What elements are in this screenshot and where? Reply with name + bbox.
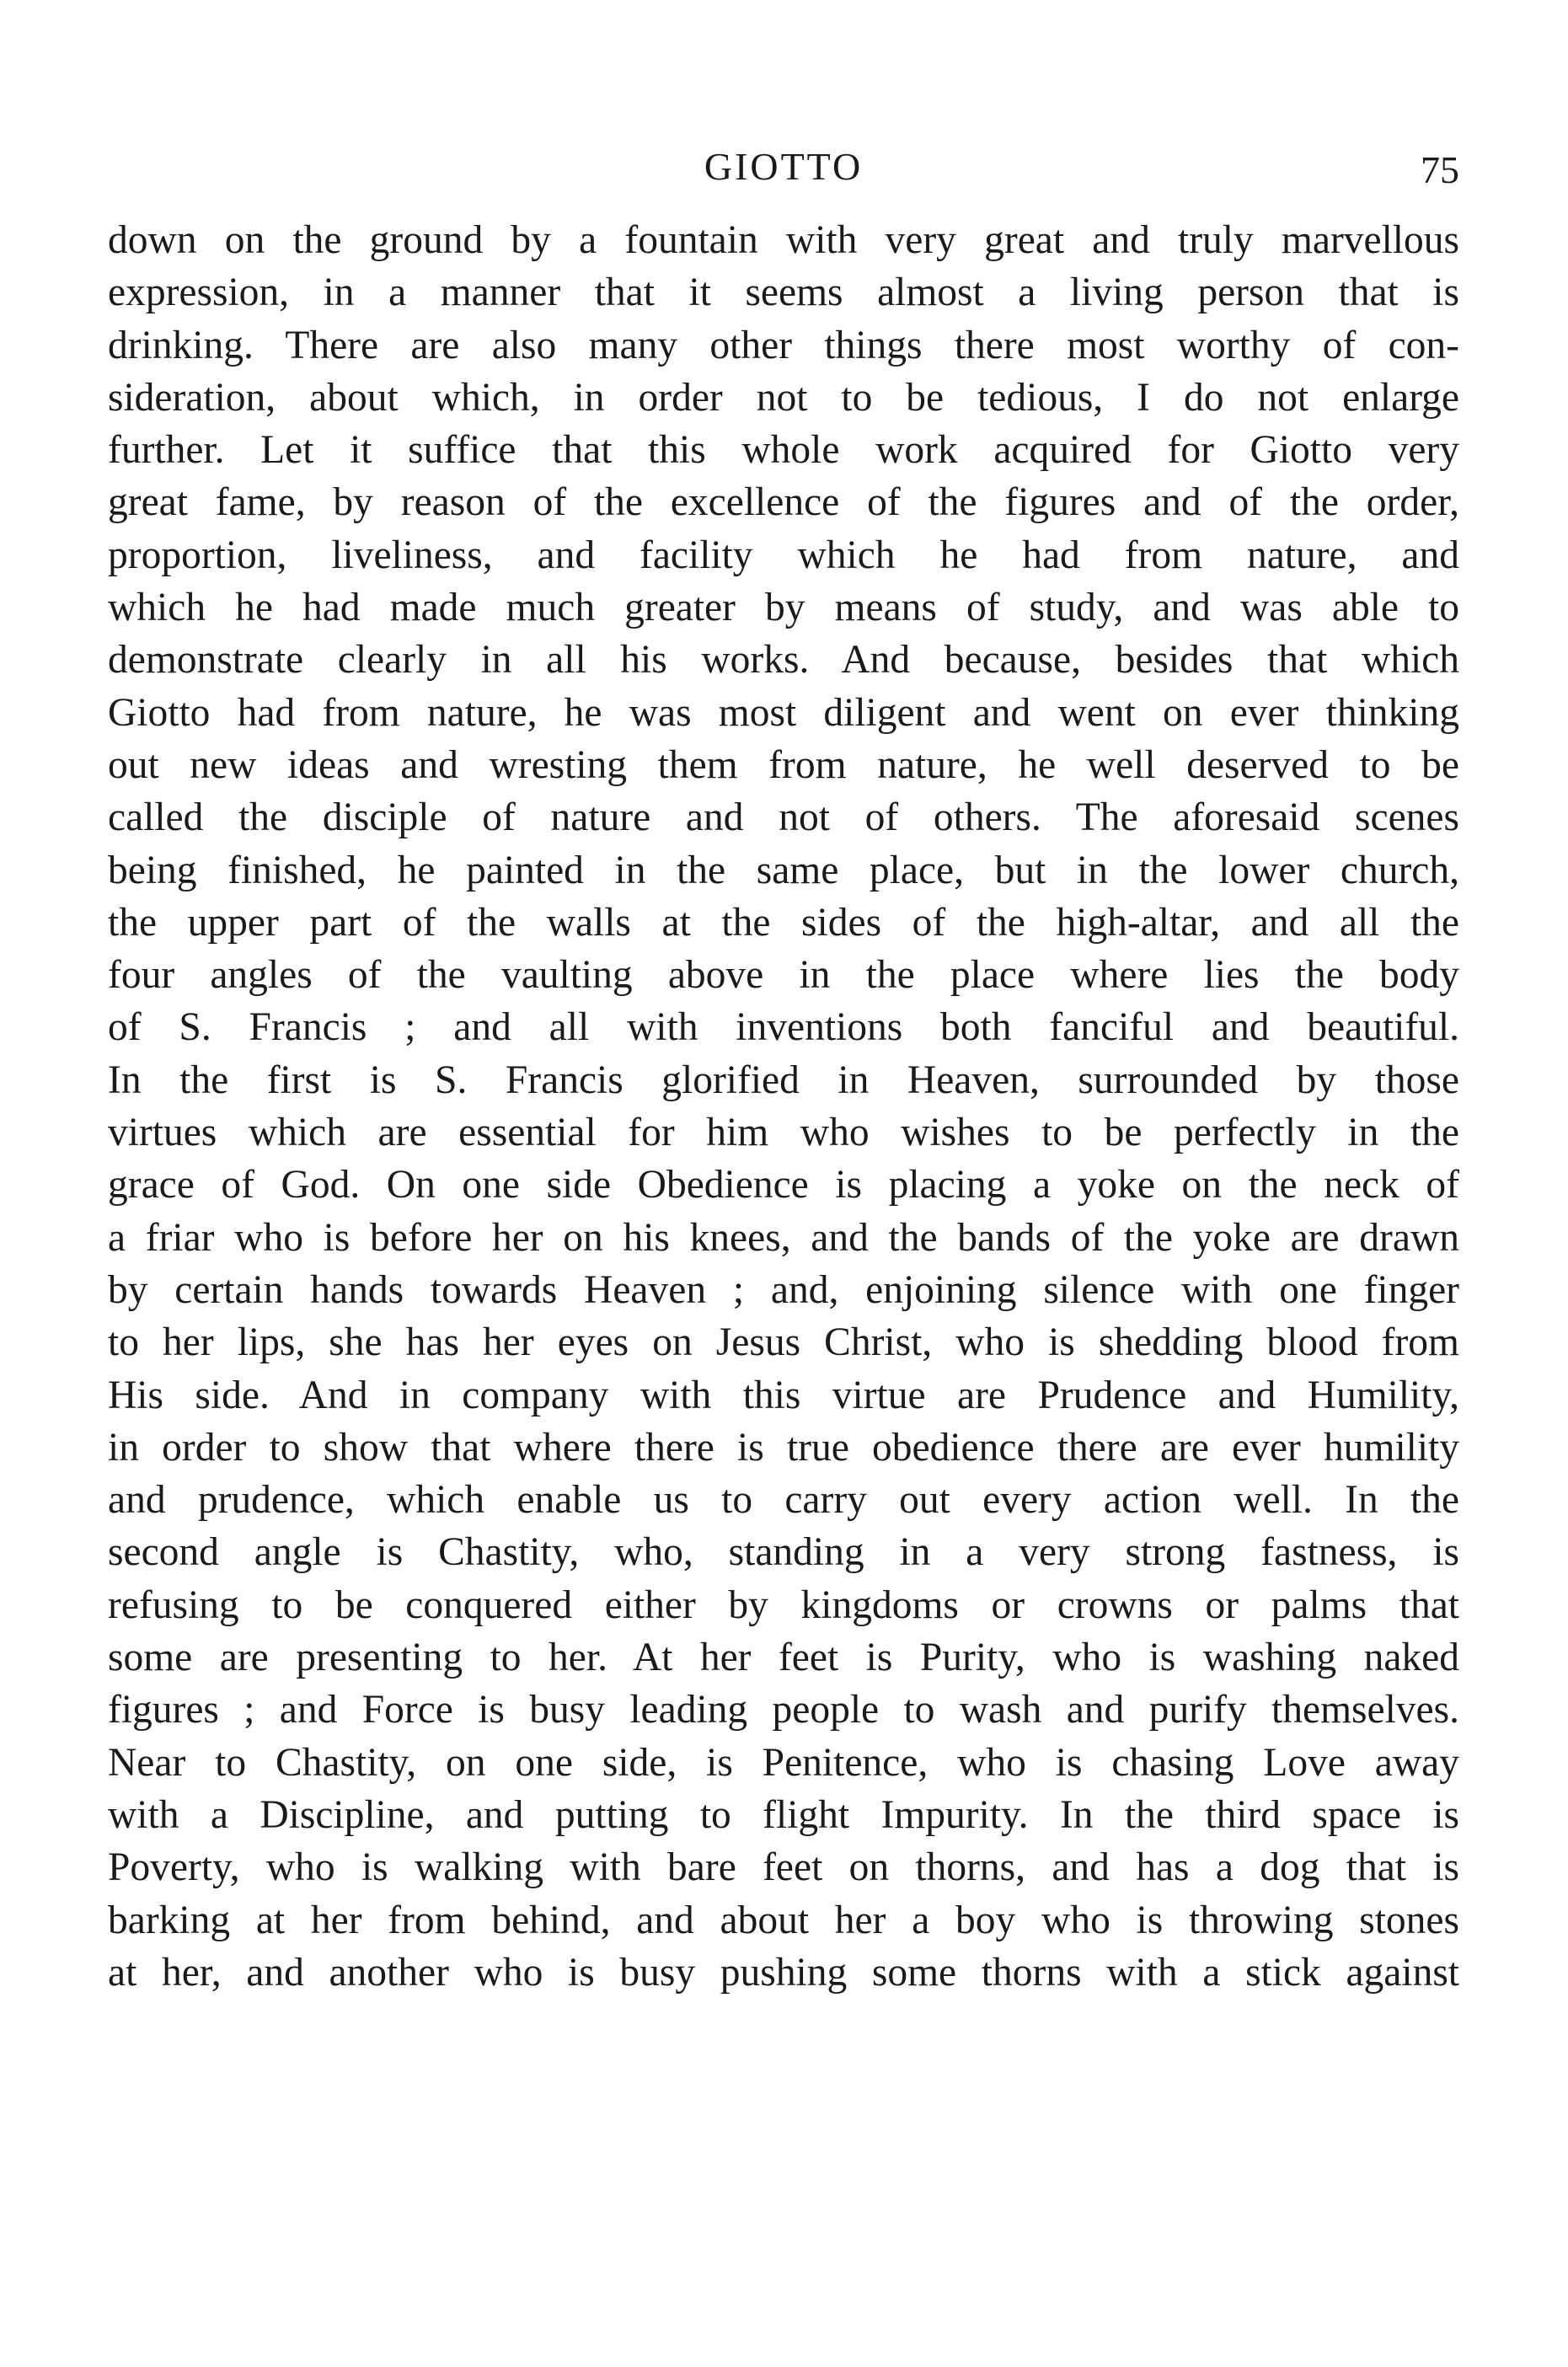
text-line: figures ; and Force is busy leading people to wash and purify themselves. xyxy=(108,1688,1459,1732)
page-number: 75 xyxy=(1421,148,1459,191)
text-line: barking at her from behind, and about her a boy who is throwing stones xyxy=(108,1898,1459,1942)
text-line: called the disciple of nature and not of others. The aforesaid scenes xyxy=(108,795,1459,840)
text-line: down on the ground by a fountain with very great and truly marvellous xyxy=(108,218,1459,262)
text-line: a friar who is before her on his knees, and the bands of the yoke are drawn xyxy=(108,1215,1459,1260)
text-line: drinking. There are also many other things there most worthy of con- xyxy=(108,323,1459,367)
text-line: to her lips, she has her eyes on Jesus Christ, who is shedding blood from xyxy=(108,1320,1459,1365)
text-line: of S. Francis ; and all with inventions both fanciful and beautiful. xyxy=(108,1005,1459,1050)
text-line: out new ideas and wresting them from nature, he well deserved to be xyxy=(108,742,1459,787)
text-line: Giotto had from nature, he was most diligent and went on ever thinking xyxy=(108,690,1459,735)
text-line: being finished, he painted in the same place, but in the lower church, xyxy=(108,848,1459,892)
text-line: Near to Chastity, on one side, is Penitence, who is chasing Love away xyxy=(108,1740,1459,1785)
running-title: GIOTTO xyxy=(704,145,864,188)
text-line: demonstrate clearly in all his works. And because, besides that which xyxy=(108,638,1459,683)
text-line: further. Let it suffice that this whole work acquired for Giotto very xyxy=(108,428,1459,473)
text-line: four angles of the vaulting above in the place where lies the body xyxy=(108,953,1459,998)
text-line: great fame, by reason of the excellence of the figures and of the order, xyxy=(108,480,1459,525)
text-line: at her, and another who is busy pushing some thorns with a stick against xyxy=(108,1950,1459,1995)
text-line: sideration, about which, in order not to be tedious, I do not enlarge xyxy=(108,375,1459,420)
text-line: second angle is Chastity, who, standing in a very strong fastness, is xyxy=(108,1530,1459,1575)
text-line: which he had made much greater by means of study, and was able to xyxy=(108,586,1459,630)
text-line: with a Discipline, and putting to flight Impurity. In the third space is xyxy=(108,1792,1459,1837)
text-line: His side. And in company with this virtue are Prudence and Humility, xyxy=(108,1373,1459,1417)
text-line: the upper part of the walls at the sides of the high-altar, and all the xyxy=(108,900,1459,945)
text-line: grace of God. On one side Obedience is placing a yoke on the neck of xyxy=(108,1163,1459,1208)
text-line: virtues which are essential for him who wishes to be perfectly in the xyxy=(108,1111,1459,1155)
text-line: refusing to be conquered either by kingdoms or crowns or palms that xyxy=(108,1582,1459,1627)
text-line: In the first is S. Francis glorified in Heaven, surrounded by those xyxy=(108,1058,1459,1102)
text-line: expression, in a manner that it seems almost a living person that is xyxy=(108,270,1459,315)
text-line: some are presenting to her. At her feet is Purity, who is washing naked xyxy=(108,1636,1459,1680)
text-line: in order to show that where there is true obedience there are ever humility xyxy=(108,1425,1459,1470)
text-line: Poverty, who is walking with bare feet on thorns, and has a dog that is xyxy=(108,1845,1459,1890)
body-text xyxy=(108,214,1459,1999)
running-head xyxy=(108,142,1459,192)
text-line: proportion, liveliness, and facility which he had from nature, and xyxy=(108,533,1459,577)
text-line: by certain hands towards Heaven ; and, enjoining silence with one finger xyxy=(108,1267,1459,1312)
text-line: and prudence, which enable us to carry out every action well. In the xyxy=(108,1478,1459,1523)
